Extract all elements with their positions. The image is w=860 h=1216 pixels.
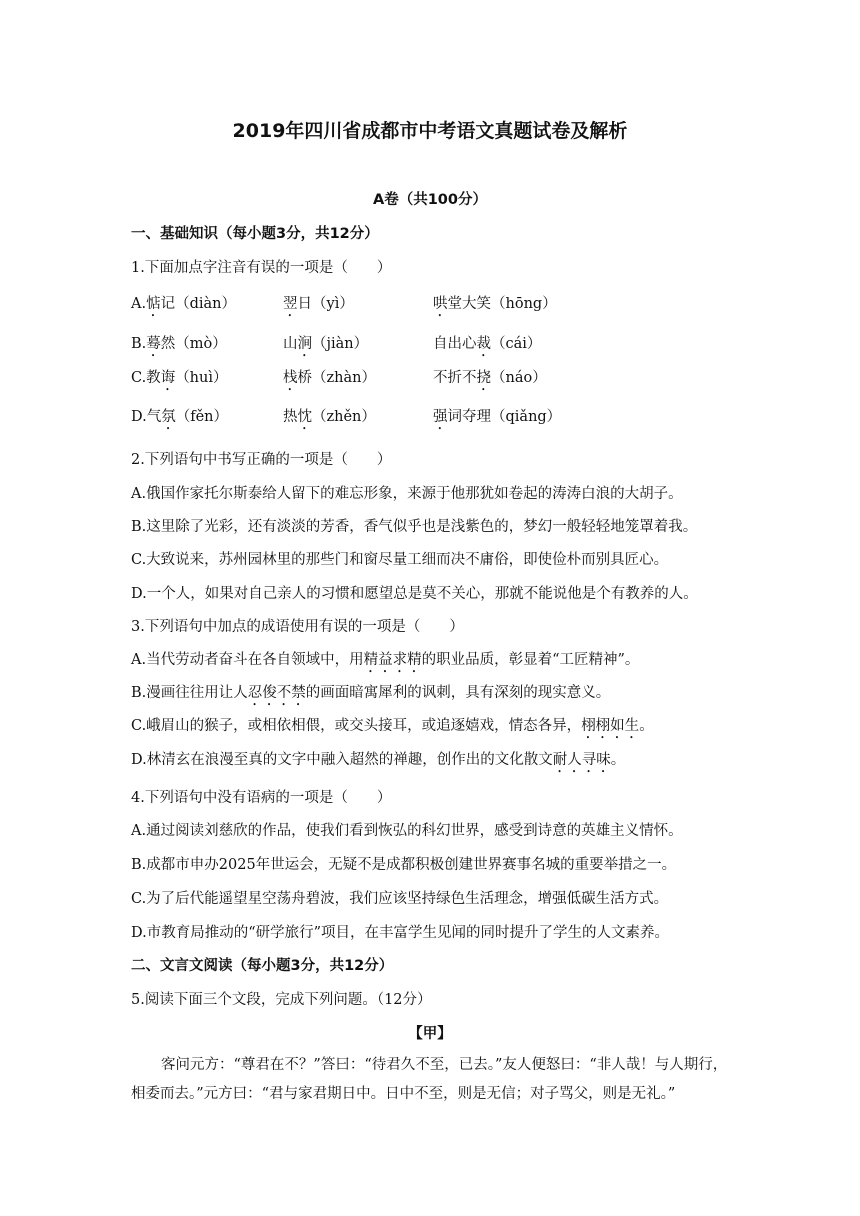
section2-heading: 二、文言文阅读（每小题3分，共12分） [131,958,394,974]
document-title: 2019年四川省成都市中考语文真题试卷及解析 [232,120,628,142]
q1-option-a-col1: A.惦记（diàn） [131,296,236,312]
q1-option-c-col3: 不折不挠（náo） [433,370,547,386]
q4-stem: 4.下列语句中没有语病的一项是（ ） [131,790,392,806]
q1-option-d-col2: 热忱（zhěn） [283,409,376,425]
q1-option-a-col2: 翌日（yì） [283,296,354,312]
q1-option-b-col3: 自出心裁（cái） [433,336,542,352]
q3-stem: 3.下列语句中加点的成语使用有误的一项是（ ） [131,619,464,635]
q1-option-a-col3: 哄堂大笑（hōng） [433,296,557,312]
q1-option-b-col1: B.蓦然（mò） [131,336,227,352]
q3-option-b: B.漫画往往用让人忍俊不禁的画面暗寓犀利的讽刺，具有深刻的现实意义。 [131,685,611,701]
part-a-heading: A卷（共100分） [373,192,487,208]
q1-stem: 1.下面加点字注音有误的一项是（ ） [131,260,392,276]
q2-option-a: A.俄国作家托尔斯泰给人留下的难忘形象，来源于他那犹如卷起的涛涛白浪的大胡子。 [131,486,683,502]
q2-stem: 2.下列语句中书写正确的一项是（ ） [131,452,392,468]
q1-option-d-col1: D.气氛（fěn） [131,409,229,425]
q3-option-d: D.林清玄在浪漫至真的文字中融入超然的禅趣，创作出的文化散文耐人寻味。 [131,752,626,768]
q3-option-a: A.当代劳动者奋斗在各自领域中，用精益求精的职业品质，彰显着“工匠精神”。 [131,652,640,668]
q2-option-c: C.大致说来，苏州园林里的那些门和窗尽量工细而决不庸俗，即使俭朴而别具匠心。 [131,552,669,568]
q2-option-d: D.一个人，如果对自己亲人的习惯和愿望总是莫不关心，那就不能说他是个有教养的人。 [131,586,698,602]
q4-option-c: C.为了后代能遥望星空荡舟碧波，我们应该坚持绿色生活理念，增强低碳生活方式。 [131,891,669,907]
q4-option-d: D.市教育局推动的“研学旅行”项目，在丰富学生见闻的同时提升了学生的人文素养。 [131,925,670,941]
passage-label-jia: 【甲】 [408,1026,452,1042]
q1-option-c-col2: 栈桥（zhàn） [283,370,376,386]
q1-option-d-col3: 强词夺理（qiǎng） [433,409,562,425]
q4-option-a: A.通过阅读刘慈欣的作品，使我们看到恢弘的科幻世界，感受到诗意的英雄主义情怀。 [131,823,683,839]
passage-jia-text: 客问元方：“尊君在不？”答曰：“待君久不至，已去。”友人便怒曰：“非人哉！与人期行，相委而去。”元方曰：“君与家君期日中。日中不至，则是无信；对子骂父，则是无礼。” [131,1057,728,1102]
q1-option-c-col1: C.教诲（huì） [131,370,228,386]
section1-heading: 一、基础知识（每小题3分，共12分） [131,226,379,242]
q1-option-b-col2: 山涧（jiàn） [283,336,369,352]
q2-option-b: B.这里除了光彩，还有淡淡的芳香，香气似乎也是浅紫色的，梦幻一般轻轻地笼罩着我。 [131,519,698,535]
q4-option-b: B.成都市申办2025年世运会，无疑不是成都积极创建世界赛事名城的重要举措之一。 [131,857,677,873]
q3-option-c: C.峨眉山的猴子，或相依相偎，或交头接耳，或追逐嬉戏，情态各异，栩栩如生。 [131,718,654,734]
q5-stem: 5.阅读下面三个文段，完成下列问题。（12分） [131,992,432,1008]
